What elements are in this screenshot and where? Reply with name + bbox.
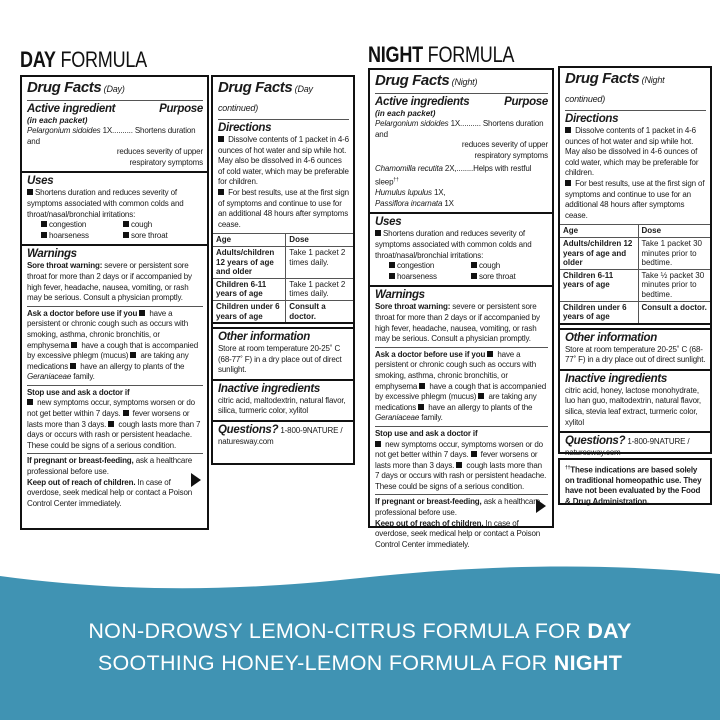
ask-doctor-text: Ask a doctor before use if you have a persistent or chronic cough such as occurs with smoking, asthma, chronic bronchitis, or emphysema have a cough that is accompanied by excessive phlegm (mucus) are taking any medications have an allergy to plants of the Geraniaceae family. [27,308,198,382]
day-directions-section: Drug Facts (Day continued) Directions Dissolve contents of 1 packet in 4-6 ounces of hot water and sip while hot. May also be dissolved in 4-6 ounces of cold water, which may be preferable for children. For best results, use at the first sign of symptoms and continue to use for an additional 48 hours after symptoms cease. [218,79,349,229]
night-active-ingredients-section: Drug Facts (Night) Active ingredients Purpose (in each packet) Pelargonium sidoides 1X.......... Shortens duration and reduces severity of upper respiratory symptoms Chamomilla recutita 2X,........Helps with restful sleep†† Humulus lupulus 1X, Passiflora incarnata 1X [370,70,552,214]
day-drug-facts-panel [20,75,209,530]
bullet-icon [41,221,47,227]
continue-arrow-icon [191,473,201,487]
pregnant-text: If pregnant or breast-feeding, ask a healthcare professional before use. [27,456,193,477]
night-dose-table: Age Dose Adults/children 12 years of age and older Take 1 packet 30 minutes prior to bedtime. Children 6-11 years of age Take ½ packet 30 minutes prior to bedtime. Children under 6 years of age Consult a doctor. [560,224,710,324]
day-title-bold: DAY [20,47,56,72]
night-drug-facts-panel [368,68,554,549]
night-uses-section: Uses Shortens duration and reduces severity of symptoms associated with common colds and throat/nasal/bronchial irritations: congestion cough hoarseness sore throat [370,214,552,287]
night-formula-title [368,42,514,68]
day-drug-facts-continued-panel [211,75,355,465]
uses-list: congestion cough hoarseness sore throat [41,220,203,241]
day-drug-facts-header: Drug Facts (Day) [27,79,125,96]
day-warnings-section: Warnings Sore throat warning: severe or persistent sore throat for more than 2 days or if accompanied by high fever, headache, nausea, vomiting, or rash may be serious. Consult a physician promptly. Ask a doctor before use if you have a persistent or chronic cough such as occurs with smoking, asthma, chronic bronchitis, or emphysema have a cough that is accompanied by excessive phlegm (mucus) are taking any medications have an allergy to plants of the Geraniaceae family. Stop use and ask a doctor if new symptoms occur, symptoms worsen or do not get better within 7 days. fever worsens or lasts more than 3 days. cough lasts more than 7 days or occurs with rash or persistent headache. These could be signs of a serious condition. If pregnant or breast-feeding, ask a healthcare professional before use. Keep out of reach of children. In case of overdose, seek medical help or contact a Poison Control Center immediately. [22,246,207,493]
bullet-icon [41,232,47,238]
directions-label: Directions [218,122,272,134]
banner-line-night: SOOTHING HONEY-LEMON FORMULA FOR NIGHT [97,651,623,675]
ingredient-line: Pelargonium sidoides 1X.......... Shortens duration and [27,126,196,146]
night-drug-facts-header: Drug Facts (Night) [375,72,478,89]
bullet-icon [123,232,129,238]
day-title-light: FORMULA [55,47,147,72]
contact-link[interactable]: 1-800-9NATURE / naturesway.com [218,426,343,447]
night-warnings-section: Warnings Sore throat warning: severe or persistent sore throat for more than 2 days or if accompanied by high fever, headache, nausea, vomiting, or rash may be serious. Consult a physician promptly. Ask a doctor before use if you have a persistent or chronic cough such as occurs with smoking, asthma, chronic bronchitis, or emphysema have a cough that is accompanied by excessive phlegm (mucus) are taking any medications have an allergy to plants of the Geraniaceae family. Stop use and ask a doctor if new symptoms occur, symptoms worsen or do not get better within 7 days. fever worsens or lasts more than 3 days. cough lasts more than 7 days or occurs with rash or persistent headache. These could be signs of a serious condition. If pregnant or breast-feeding, ask a healthcare professional before use. Keep out of reach of children. In case of overdose, seek medical help or contact a Poison Control Center immediately. [375,289,547,549]
per-packet-label: (in each packet) [27,116,88,125]
bullet-icon [27,189,33,195]
continue-arrow-icon [536,499,546,513]
day-inactive-ingredients-section: Inactive ingredients citric acid, maltodextrin, natural flavor, silica, turmeric color, xylitol [213,381,353,422]
keep-out-text: Keep out of reach of children. In case of overdose, seek medical help or contact a Poison Control Center immediately. [27,477,193,508]
day-questions-section: Questions? 1-800-9NATURE / naturesway.com [218,424,343,447]
bullet-icon [123,221,129,227]
day-continued-header: Drug Facts (Day continued) [218,79,313,113]
purpose-label: Purpose [159,103,203,115]
day-uses-section: Uses Shortens duration and reduces severity of symptoms associated with common colds and throat/nasal/bronchial irritations: congestion cough hoarseness sore throat [22,173,207,246]
day-dose-table: Age Dose Adults/children 12 years of age and older Take 1 packet 2 times daily. Children 6-11 years of age Take 1 packet 2 times daily. Children under 6 years of age Consult a doctor. [213,233,353,324]
banner-line-day: NON-DROWSY LEMON-CITRUS FORMULA FOR DAY [88,619,632,643]
active-ingredient-label: Active ingredient [27,103,116,115]
day-active-ingredient-section: Drug Facts (Day) Active ingredient Purpose (in each packet) Pelargonium sidoides 1X.......... Shortens duration and reduces severity of upper respiratory symptoms [22,77,207,173]
day-other-info-section: Other information Store at room temperature 20-25˚ C (68-77˚ F) in a dry place out of direct sunlight. [213,329,353,381]
night-title-light: FORMULA [422,42,515,67]
day-formula-title [20,47,147,73]
night-drug-facts-continued-panel: Drug Facts (Night continued) Directions Dissolve contents of 1 packet in 4-6 ounces of hot water and sip while hot. May also be dissolved in 4-6 ounces of cold water, which may be preferable for children. For best results, use at the first sign of symptoms and continue to use for an additional 48 hours after symptoms cease. Age Dose Adults/children 12 years of age and older Take 1 packet 30 minutes prior to bedtime. Children 6-11 years of age Take ½ packet 30 minutes prior to bedtime. Children under 6 years of age Consult a doctor. Other information Store at room temperature 20-25˚ C (68-77˚ F) in a dry place out of direct sunlight. Inactive ingredients citric acid, honey, lactose monohydrate, luo han guo, maltodextrin, natural flavor, silica, stevia leaf extract, turmeric color, xylitol Questions? 1-800-9NATURE / naturesway.com [558,66,712,454]
stop-use-text: Stop use and ask a doctor if new symptoms occur, symptoms worsen or do not get better within 7 days. fever worsens or lasts more than 3 days. cough lasts more than 7 days or occurs with rash or persistent headache. These could be signs of a serious condition. [27,387,201,450]
contact-link[interactable]: 1-800-9NATURE / naturesway.com [565,437,690,458]
warnings-label: Warnings [27,248,77,261]
uses-label: Uses [27,175,54,188]
night-title-bold: NIGHT [368,42,423,67]
night-footnote-box: ††These indications are based solely on traditional homeopathic use. They have not been evaluated by the Food & Drug Administration. [558,458,712,505]
